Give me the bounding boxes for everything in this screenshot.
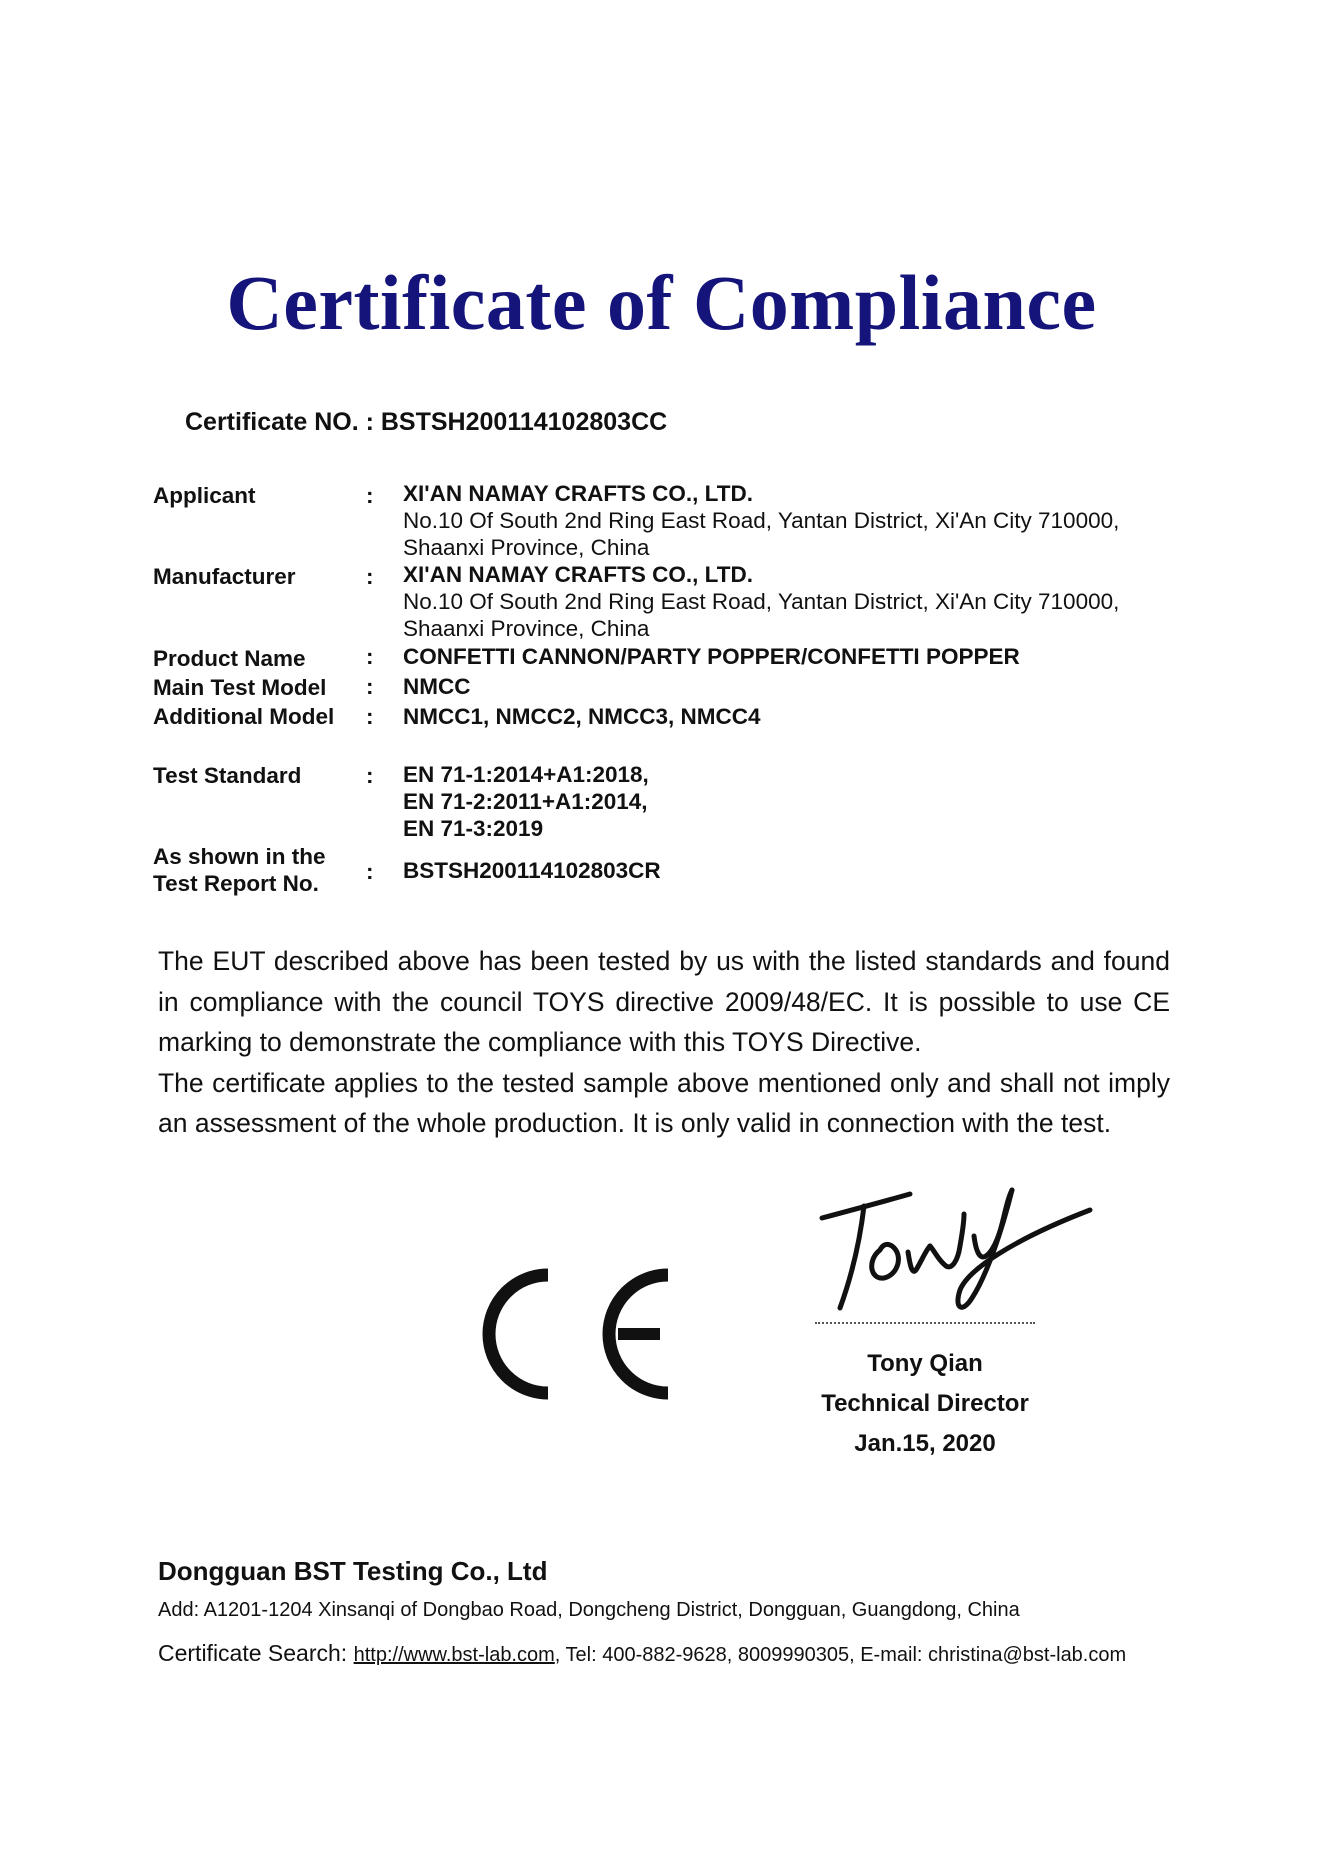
product-name-value — [403, 643, 1020, 670]
manufacturer-value — [403, 561, 1119, 642]
signature-icon — [812, 1180, 1102, 1320]
additional-model-value — [403, 703, 761, 730]
main-test-model-label: Main Test Model — [153, 675, 327, 700]
test-report-label — [153, 843, 363, 897]
manufacturer-address-line2: Shaanxi Province, China — [403, 616, 650, 641]
test-standard-colon: : — [366, 763, 374, 788]
main-test-model-text: NMCC — [403, 674, 471, 699]
test-standard-item: EN 71-3:2019 — [403, 816, 544, 841]
company-address: Add: A1201-1204 Xinsanqi of Dongbao Road, Dongcheng District, Dongguan, Guangdong, China — [158, 1599, 1020, 1621]
test-standard-item: EN 71-2:2011+A1:2014, — [403, 789, 648, 814]
compliance-statement — [158, 941, 1170, 1144]
test-standard-item: EN 71-1:2014+A1:2018, — [403, 762, 649, 787]
certificate-number: Certificate NO. : BSTSH200114102803CC — [185, 408, 668, 436]
ce-mark-icon — [478, 1262, 683, 1406]
product-name-text: CONFETTI CANNON/PARTY POPPER/CONFETTI POPPER — [403, 644, 1020, 669]
main-test-model-value — [403, 673, 471, 700]
test-report-value — [403, 857, 661, 884]
test-report-colon: : — [366, 859, 374, 884]
test-standard-value — [403, 761, 649, 842]
product-name-colon: : — [366, 644, 374, 669]
statement-paragraph-2: The certificate applies to the tested sample above mentioned only and shall not imply an assessment of the whole production. It is only valid in connection with the test. — [158, 1067, 1170, 1138]
additional-model-label: Additional Model — [153, 704, 335, 729]
test-report-label-line1: As shown in the — [153, 844, 326, 869]
statement-paragraph-1: The EUT described above has been tested by us with the listed standards and found in compliance with the council TOYS directive 2009/48/EC. It is possible to use CE marking to demonstrate the compliance with this TOYS Directive. — [158, 946, 1170, 1057]
applicant-address-line2: Shaanxi Province, China — [403, 535, 650, 560]
applicant-name: XI'AN NAMAY CRAFTS CO., LTD. — [403, 481, 753, 506]
additional-model-colon: : — [366, 704, 374, 729]
test-report-label-line2: Test Report No. — [153, 871, 319, 896]
company-name: Dongguan BST Testing Co., Ltd — [158, 1556, 548, 1586]
applicant-colon: : — [366, 483, 374, 508]
search-link[interactable]: http://www.bst-lab.com — [353, 1644, 555, 1666]
manufacturer-name: XI'AN NAMAY CRAFTS CO., LTD. — [403, 562, 753, 587]
test-report-number: BSTSH200114102803CR — [403, 858, 661, 883]
contact-info: , Tel: 400-882-9628, 8009990305, E-mail: christina@bst-lab.com — [554, 1644, 1127, 1666]
main-test-model-colon: : — [366, 674, 374, 699]
test-standard-label: Test Standard — [153, 763, 302, 788]
signer-name: Tony Qian — [867, 1350, 983, 1377]
certificate-search — [158, 1640, 1126, 1668]
applicant-label: Applicant — [153, 483, 256, 508]
signature-line — [815, 1322, 1035, 1324]
signer-title: Technical Director — [821, 1390, 1029, 1417]
manufacturer-colon: : — [366, 564, 374, 589]
manufacturer-label: Manufacturer — [153, 564, 296, 589]
signer-block — [780, 1344, 1070, 1464]
ce-mark-c — [489, 1275, 548, 1393]
signature-date: Jan.15, 2020 — [854, 1430, 996, 1457]
applicant-value — [403, 480, 1119, 561]
certificate-title: Certificate of Compliance — [226, 259, 1097, 346]
additional-model-text: NMCC1, NMCC2, NMCC3, NMCC4 — [403, 704, 761, 729]
search-label: Certificate Search: — [158, 1640, 354, 1666]
manufacturer-address-line1: No.10 Of South 2nd Ring East Road, Yantan District, Xi'An City 710000, — [403, 589, 1120, 614]
applicant-address-line1: No.10 Of South 2nd Ring East Road, Yantan District, Xi'An City 710000, — [403, 508, 1120, 533]
product-name-label: Product Name — [153, 646, 306, 671]
